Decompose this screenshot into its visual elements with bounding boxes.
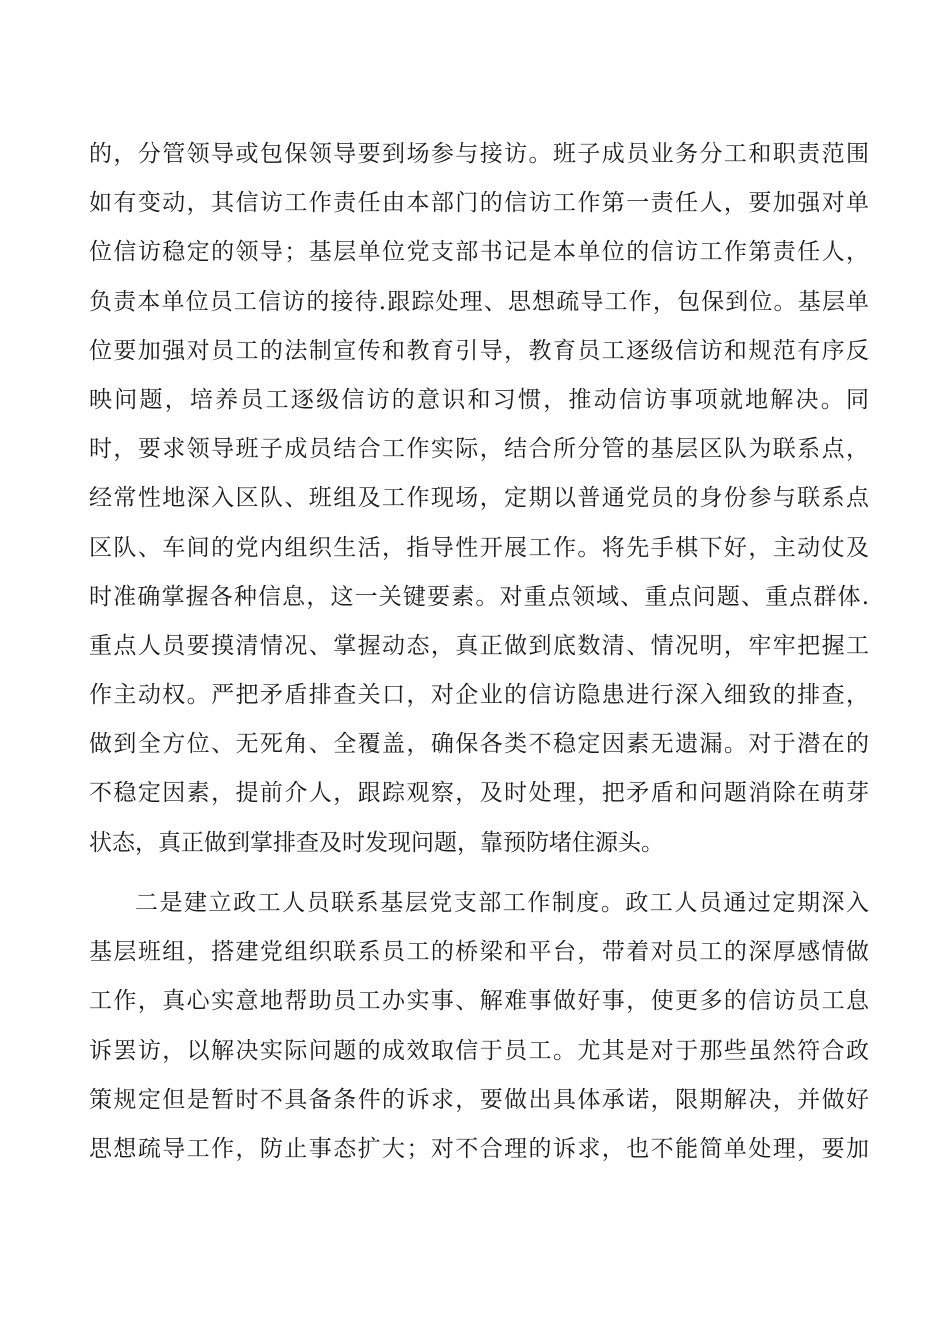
paragraph-line: 思想疏导工作，防止事态扩大；对不合理的诉求，也不能简单处理，要加 [89,1135,869,1162]
paragraph-line: 重点人员要摸清情况、掌握动态，真正做到底数清、情况明，牢牢把握工 [89,632,869,659]
paragraph-line: 二是建立政工人员联系基层党支部工作制度。政工人员通过定期深入 [135,890,869,916]
paragraph-line: 策规定但是暂时不具备条件的诉求，要做出具体承诺，限期解决，并做好 [89,1086,869,1113]
paragraph-line: 工作，真心实意地帮助员工办实事、解难事做好事，使更多的信访员工息 [89,988,869,1015]
paragraph-line: 的，分管领导或包保领导要到场参与接访。班子成员业务分工和职责范围 [89,141,869,167]
paragraph-1 [89,130,869,868]
paragraph-line: 时，要求领导班子成员结合工作实际，结合所分管的基层区队为联系点， [89,436,869,463]
paragraph-line: 诉罢访，以解决实际问题的成效取信于员工。尤其是对于那些虽然符合政 [89,1037,869,1064]
paragraph-line: 做到全方位、无死角、全覆盖，确保各类不稳定因素无遗漏。对于潜在的 [89,731,869,758]
paragraph-line: 位要加强对员工的法制宣传和教育引导，教育员工逐级信访和规范有序反 [89,337,869,364]
paragraph-line: 负责本单位员工信访的接待.跟踪处理、思想疏导工作，包保到位。基层单 [89,288,869,315]
paragraph-line: 作主动权。严把矛盾排查关口，对企业的信访隐患进行深入细致的排查， [89,682,869,709]
paragraph-line: 映问题，培养员工逐级信访的意识和习惯，推动信访事项就地解决。同 [89,386,869,413]
paragraph-line: 如有变动，其信访工作责任由本部门的信访工作第一责任人，要加强对单 [89,190,869,217]
paragraph-line: 状态，真正做到掌排查及时发现问题，靠预防堵住源头。 [89,829,664,856]
paragraph-line: 不稳定因素，提前介人，跟踪观察，及时处理，把矛盾和问题消除在萌芽 [89,780,869,807]
paragraph-line: 区队、车间的党内组织生活，指导性开展工作。将先手棋下好，主动仗及 [89,534,869,561]
paragraph-2 [89,879,869,1174]
paragraph-line: 位信访稳定的领导；基层单位党支部书记是本单位的信访工作第责任人， [89,239,869,266]
paragraph-line: 经常性地深入区队、班组及工作现场，定期以普通党员的身份参与联系点 [89,485,869,512]
paragraph-line: 时准确掌握各种信息，这一关键要素。对重点领域、重点问题、重点群体. [89,583,869,610]
paragraph-line: 基层班组，搭建党组织联系员工的桥梁和平台，带着对员工的深厚感情做 [89,939,869,966]
